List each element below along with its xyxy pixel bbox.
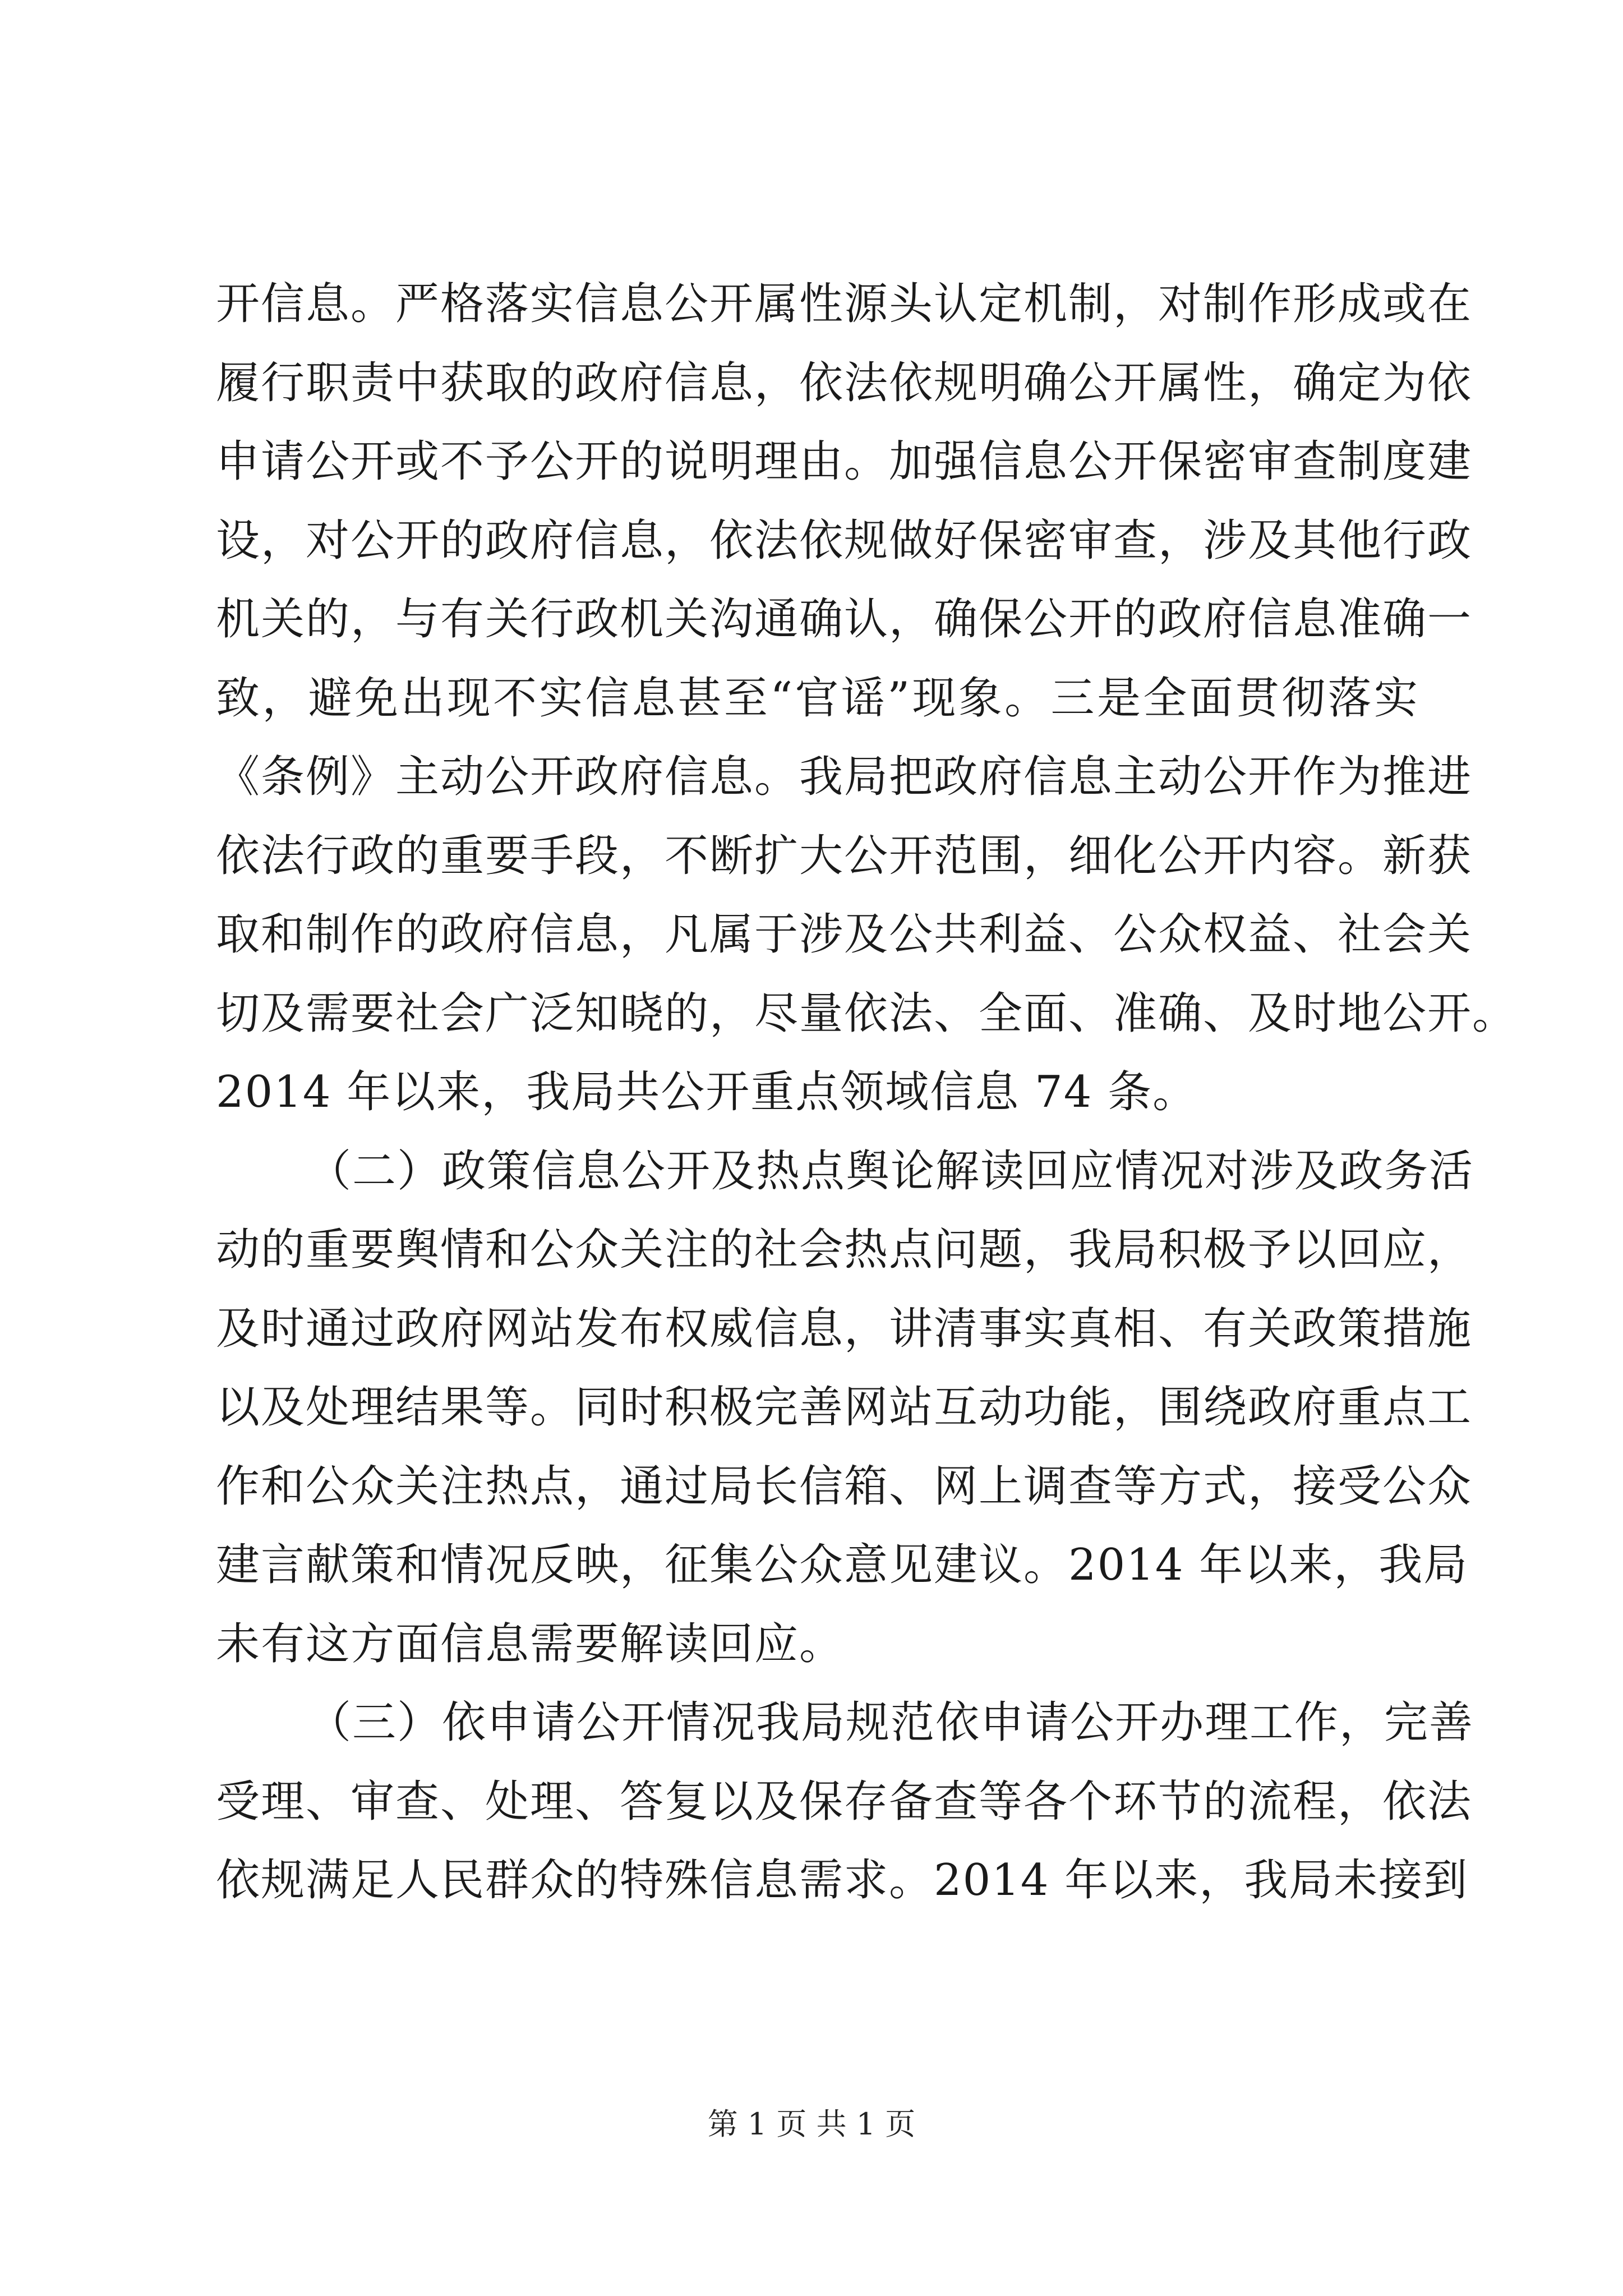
page-number: 第 1 页 共 1 页 [707,2106,916,2142]
text-line: 以及处理结果等。同时积极完善网站互动功能，围绕政府重点工 [216,1382,1473,1433]
page-footer [0,2105,1623,2144]
text-line: 作和公众关注热点，通过局长信箱、网上调查等方式，接受公众 [216,1461,1473,1512]
text-line: 《条例》主动公开政府信息。我局把政府信息主动公开作为推进 [216,752,1473,802]
text-line: 依规满足人民群众的特殊信息需求。2014 年以来，我局未接到 [216,1855,1469,1906]
text-line: 依法行政的重要手段，不断扩大公开范围，细化公开内容。新获 [216,830,1473,881]
text-line: 动的重要舆情和公众关注的社会热点问题，我局积极予以回应， [216,1225,1473,1275]
text-line: 取和制作的政府信息，凡属于涉及公共利益、公众权益、社会关 [216,909,1473,960]
text-line: 未有这方面信息需要解读回应。 [216,1618,845,1669]
document-body [216,265,1518,1920]
text-line: 机关的，与有关行政机关沟通确认，确保公开的政府信息准确一 [216,594,1473,645]
text-line: 受理、审查、处理、答复以及保存备查等各个环节的流程，依法 [216,1776,1473,1827]
text-line: 设，对公开的政府信息，依法依规做好保密审查，涉及其他行政 [216,515,1473,566]
text-line: 及时通过政府网站发布权威信息，讲清事实真相、有关政策措施 [216,1303,1473,1354]
text-line: 建言献策和情况反映，征集公众意见建议。2014 年以来，我局 [216,1540,1469,1590]
paragraph-heading-line: （三）依申请公开情况我局规范依申请公开办理工作，完善 [307,1697,1474,1748]
text-line: 开信息。严格落实信息公开属性源头认定机制，对制作形成或在 [216,279,1473,329]
text-line: 致，避免出现不实信息甚至“官谣”现象。三是全面贯彻落实 [216,673,1419,724]
text-line: 2014 年以来，我局共公开重点领域信息 74 条。 [216,1067,1198,1117]
text-line: 切及需要社会广泛知晓的，尽量依法、全面、准确、及时地公开。 [216,988,1518,1039]
text-line: 申请公开或不予公开的说明理由。加强信息公开保密审查制度建 [216,436,1473,487]
text-line: 履行职责中获取的政府信息，依法依规明确公开属性，确定为依 [216,357,1473,408]
paragraph-heading-line: （二）政策信息公开及热点舆论解读回应情况对涉及政务活 [307,1145,1474,1197]
